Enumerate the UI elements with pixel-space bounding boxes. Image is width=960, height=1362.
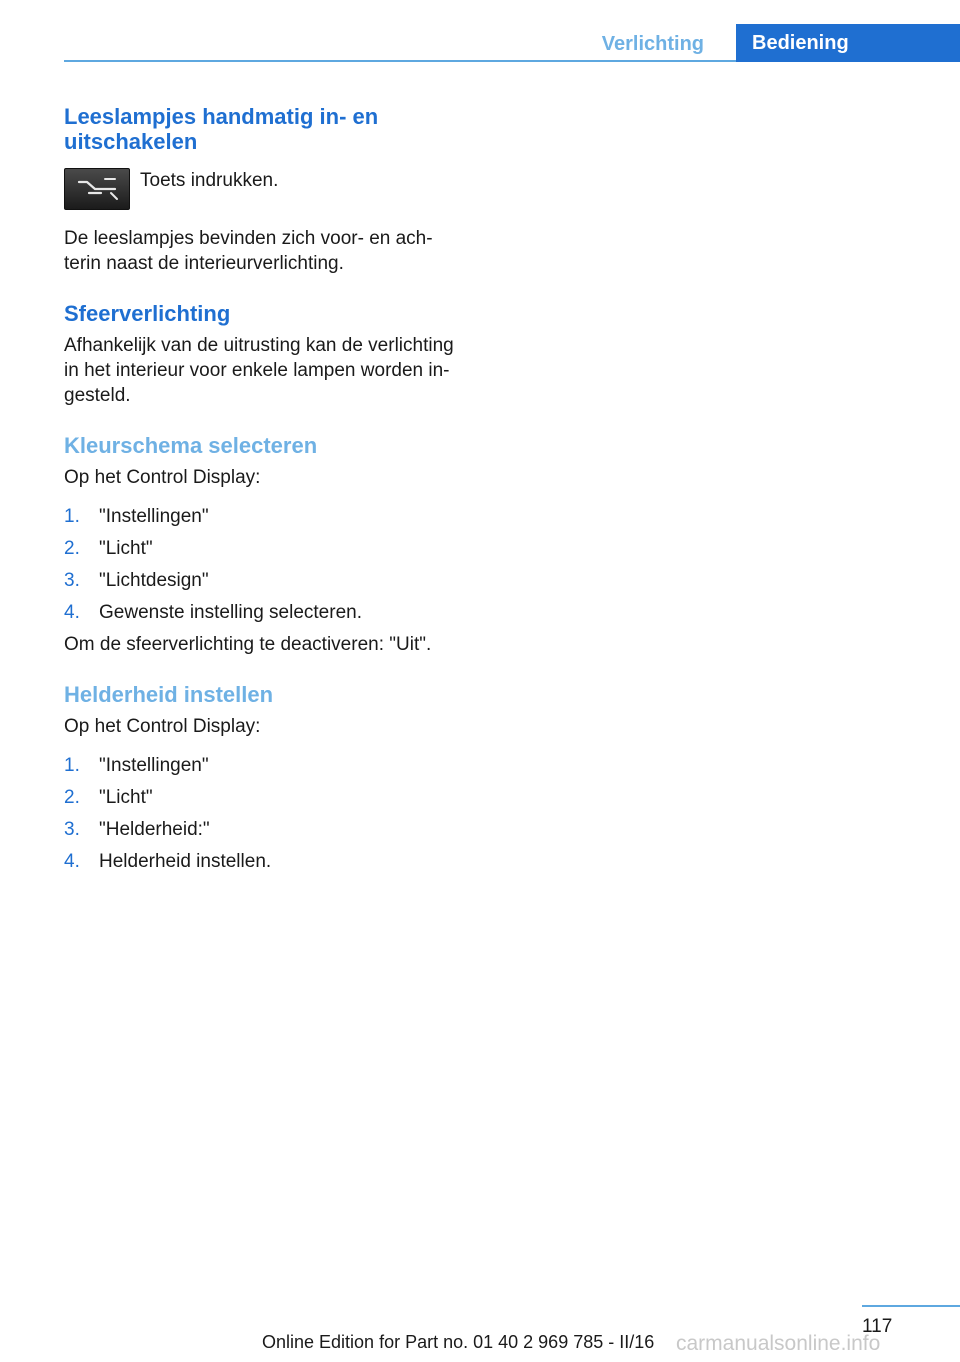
ambient-description: Afhankelijk van de uitrusting kan de verlichting in het interieur voor enkele lampen worden in- gesteld.: [64, 335, 454, 406]
reading-light-button-row: [64, 168, 484, 214]
button-instruction: Toets indrukken.: [140, 170, 279, 191]
list-item: 4. Helderheid instellen.: [64, 851, 272, 872]
section-title-color-scheme: Kleurschema selecteren: [64, 433, 318, 458]
list-item: 1. "Instellingen": [64, 755, 209, 776]
brightness-steps: [64, 753, 484, 874]
page-content: [64, 104, 484, 881]
section-title-brightness: Helderheid instellen: [64, 682, 274, 707]
header-section-label[interactable]: Verlichting: [601, 33, 704, 55]
brightness-intro: Op het Control Display:: [64, 716, 261, 737]
footer-edition: Online Edition for Part no. 01 40 2 969 785 - II/16: [262, 1332, 655, 1352]
list-item: 2. "Licht": [64, 787, 153, 808]
reading-light-icon-graphic: [65, 169, 129, 209]
footer-rule: [862, 1305, 960, 1307]
page-number: 117: [862, 1316, 893, 1337]
deactivate-note: Om de sfeerverlichting te deactiveren: "Uit".: [64, 634, 432, 655]
watermark: carmanualsonline.info: [676, 1332, 881, 1355]
list-item: 3. "Lichtdesign": [64, 570, 209, 591]
section-title-ambient: Sfeerverlichting: [64, 301, 231, 326]
color-scheme-intro: Op het Control Display:: [64, 467, 261, 488]
list-item: 1. "Instellingen": [64, 506, 209, 527]
reading-lights-description: De leeslampjes bevinden zich voor- en ach- terin naast de interieurverlichting.: [64, 228, 433, 274]
header-chapter-tab[interactable]: Bediening: [736, 24, 960, 62]
list-item: 4. Gewenste instelling selecteren.: [64, 602, 362, 623]
section-title-reading-lights: Leeslampjes handmatig in- en uitschakelen: [64, 104, 379, 154]
color-scheme-steps: [64, 504, 484, 625]
list-item: 2. "Licht": [64, 538, 153, 559]
reading-light-icon: [64, 168, 130, 210]
list-item: 3. "Helderheid:": [64, 819, 210, 840]
